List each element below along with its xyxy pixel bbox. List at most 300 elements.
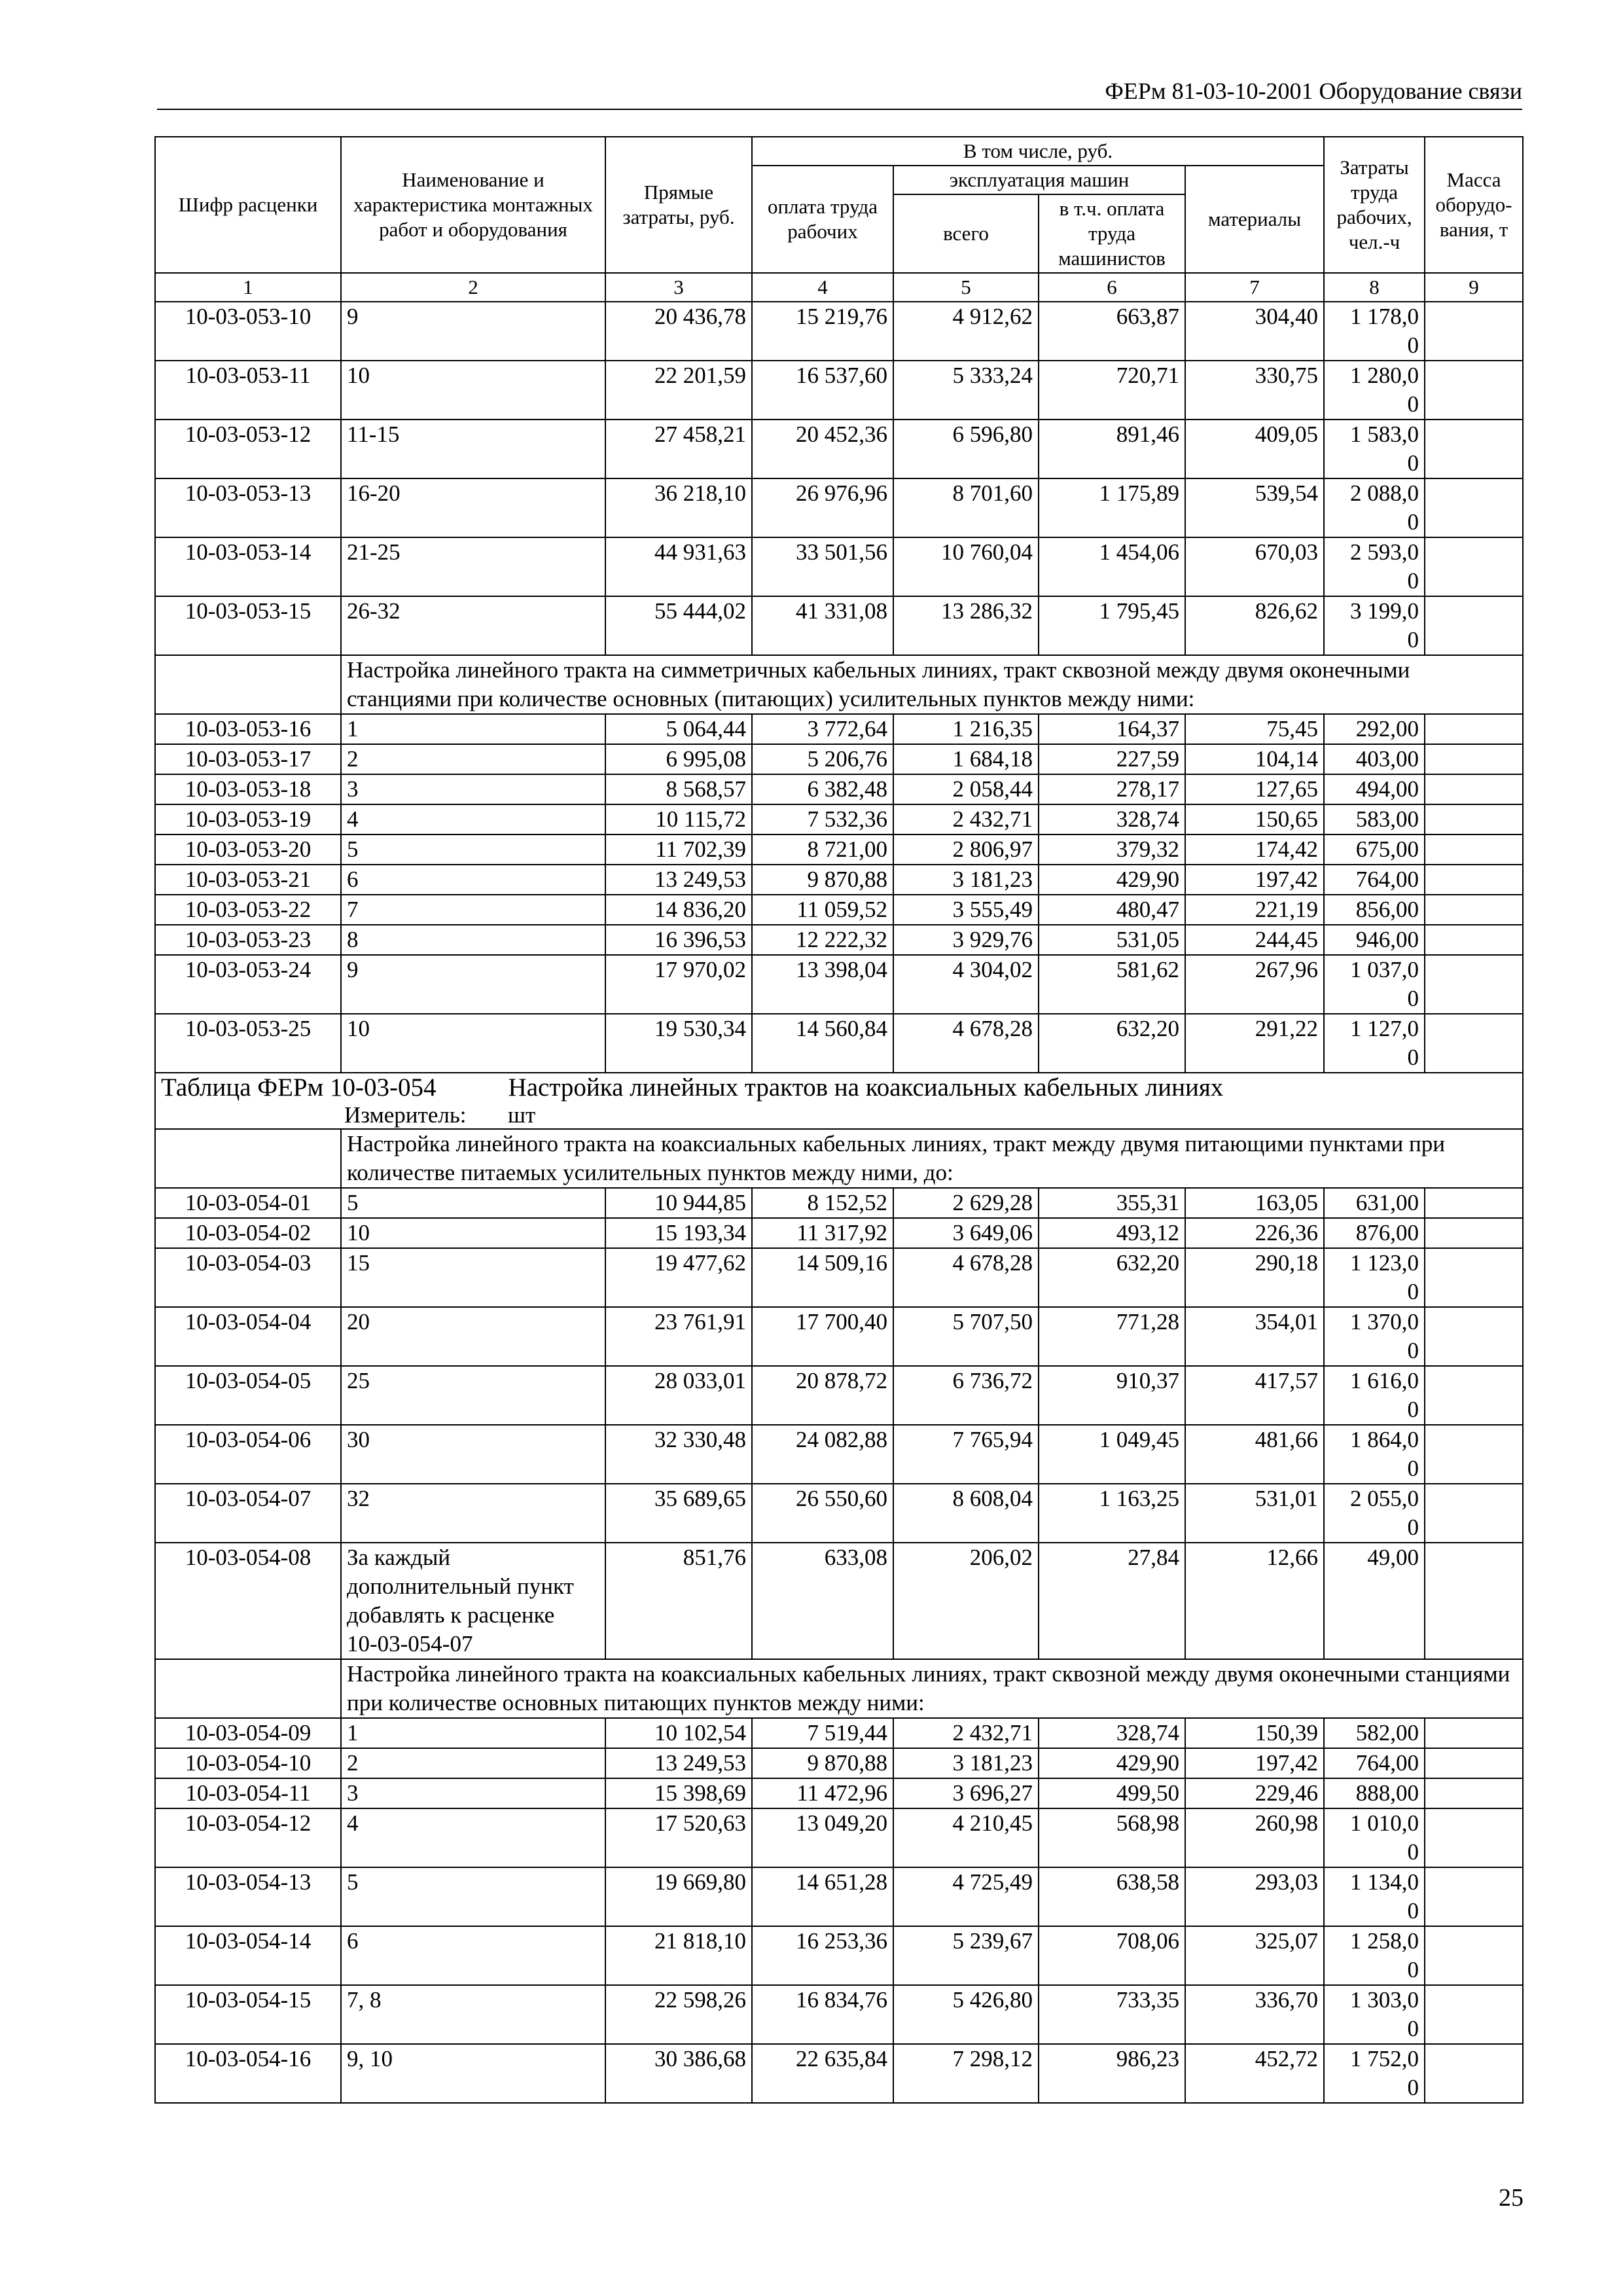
- row-mach-wages: 638,58: [1039, 1867, 1185, 1926]
- row-code: 10-03-053-17: [155, 744, 341, 774]
- labor-value: 764,00: [1355, 1750, 1419, 1776]
- row-mach: 4 210,45: [893, 1808, 1039, 1867]
- row-code: 10-03-053-13: [155, 478, 341, 537]
- table-row: [155, 895, 1523, 925]
- row-name: 25: [341, 1366, 605, 1425]
- row-mach: 3 181,23: [893, 1748, 1039, 1778]
- row-wages: 8 721,00: [752, 834, 893, 865]
- row-labor: [1324, 420, 1425, 478]
- row-mass: [1425, 1778, 1523, 1808]
- labor-value-wrap: 0: [1407, 627, 1419, 653]
- row-labor: [1324, 1425, 1425, 1484]
- row-materials: 244,45: [1185, 925, 1324, 955]
- row-materials: 670,03: [1185, 537, 1324, 596]
- labor-value: 403,00: [1355, 746, 1419, 772]
- col-num: 6: [1039, 273, 1185, 302]
- row-name: 5: [341, 834, 605, 865]
- row-mach-wages: 910,37: [1039, 1366, 1185, 1425]
- table-row: [155, 1218, 1523, 1248]
- row-mach-wages: 278,17: [1039, 774, 1185, 804]
- row-materials: 531,01: [1185, 1484, 1324, 1543]
- row-direct: 5 064,44: [605, 714, 752, 744]
- row-labor: [1324, 1926, 1425, 1985]
- row-mass: [1425, 1926, 1523, 1985]
- row-name: 1: [341, 1718, 605, 1748]
- row-mach-wages: 328,74: [1039, 804, 1185, 834]
- labor-value: 1 280,0: [1350, 363, 1419, 388]
- row-name: 8: [341, 925, 605, 955]
- row-mach: 5 426,80: [893, 1985, 1039, 2044]
- labor-value: 1 010,0: [1350, 1810, 1419, 1836]
- empty-cell: [155, 655, 341, 714]
- row-materials: 304,40: [1185, 302, 1324, 361]
- col-num: 4: [752, 273, 893, 302]
- row-mach: 7 298,12: [893, 2044, 1039, 2103]
- row-materials: 150,65: [1185, 804, 1324, 834]
- row-wages: 26 550,60: [752, 1484, 893, 1543]
- row-labor: [1324, 1014, 1425, 1073]
- row-wages: 15 219,76: [752, 302, 893, 361]
- row-mach: 6 736,72: [893, 1366, 1039, 1425]
- row-mach-wages: 632,20: [1039, 1014, 1185, 1073]
- row-materials: 481,66: [1185, 1425, 1324, 1484]
- row-wages: 17 700,40: [752, 1307, 893, 1366]
- row-wages: 26 976,96: [752, 478, 893, 537]
- row-wages: 9 870,88: [752, 865, 893, 895]
- row-direct: 6 995,08: [605, 744, 752, 774]
- row-name: 10: [341, 361, 605, 420]
- table-row: [155, 744, 1523, 774]
- row-mass: [1425, 1248, 1523, 1307]
- row-mass: [1425, 1808, 1523, 1867]
- labor-value: 292,00: [1355, 716, 1419, 742]
- section-note: Настройка линейного тракта на симметричных кабельных линиях, тракт сквозной между двумя оконечными станциями при количестве основных (питающих) усилительных пунктов между ними:: [341, 655, 1523, 714]
- row-direct: 28 033,01: [605, 1366, 752, 1425]
- row-code: 10-03-054-02: [155, 1218, 341, 1248]
- row-mass: [1425, 1188, 1523, 1218]
- row-labor: [1324, 1718, 1425, 1748]
- row-materials: 417,57: [1185, 1366, 1324, 1425]
- row-mach-wages: 328,74: [1039, 1718, 1185, 1748]
- labor-value: 2 593,0: [1350, 539, 1419, 565]
- labor-value-wrap: 0: [1407, 1338, 1419, 1363]
- row-mach: 10 760,04: [893, 537, 1039, 596]
- row-direct: 22 598,26: [605, 1985, 752, 2044]
- row-mach-wages: 27,84: [1039, 1543, 1185, 1659]
- row-code: 10-03-053-24: [155, 955, 341, 1014]
- row-name: 26-32: [341, 596, 605, 655]
- row-name: 9, 10: [341, 2044, 605, 2103]
- row-code: 10-03-053-23: [155, 925, 341, 955]
- row-direct: 55 444,02: [605, 596, 752, 655]
- row-wages: 12 222,32: [752, 925, 893, 955]
- row-wages: 13 398,04: [752, 955, 893, 1014]
- labor-value-wrap: 0: [1407, 332, 1419, 358]
- row-wages: 633,08: [752, 1543, 893, 1659]
- col-num: 8: [1324, 273, 1425, 302]
- col-num: 3: [605, 273, 752, 302]
- row-name: 4: [341, 804, 605, 834]
- row-mass: [1425, 537, 1523, 596]
- row-name-line: 10-03-054-07: [347, 1631, 473, 1657]
- row-wages: 7 519,44: [752, 1718, 893, 1748]
- table-row: [155, 2044, 1523, 2103]
- row-name: 5: [341, 1867, 605, 1926]
- row-labor: [1324, 1307, 1425, 1366]
- labor-value: 1 123,0: [1350, 1250, 1419, 1276]
- row-labor: [1324, 1248, 1425, 1307]
- row-mach: 2 629,28: [893, 1188, 1039, 1218]
- table-row: [155, 1926, 1523, 1985]
- row-mach-wages: 986,23: [1039, 2044, 1185, 2103]
- row-direct: 16 396,53: [605, 925, 752, 955]
- row-direct: 36 218,10: [605, 478, 752, 537]
- row-wages: 11 059,52: [752, 895, 893, 925]
- labor-value: 1 127,0: [1350, 1016, 1419, 1041]
- row-mass: [1425, 596, 1523, 655]
- col-labor: Затраты труда рабочих, чел.-ч: [1324, 137, 1425, 273]
- row-code: 10-03-054-11: [155, 1778, 341, 1808]
- labor-value-wrap: 0: [1407, 1957, 1419, 1982]
- col-num: 2: [341, 273, 605, 302]
- row-code: 10-03-054-12: [155, 1808, 341, 1867]
- row-mass: [1425, 1543, 1523, 1659]
- row-labor: [1324, 537, 1425, 596]
- row-mach: 2 058,44: [893, 774, 1039, 804]
- row-mass: [1425, 925, 1523, 955]
- row-code: 10-03-053-18: [155, 774, 341, 804]
- row-labor: [1324, 1188, 1425, 1218]
- row-direct: 10 115,72: [605, 804, 752, 834]
- row-direct: 13 249,53: [605, 1748, 752, 1778]
- row-labor: [1324, 2044, 1425, 2103]
- row-wages: 9 870,88: [752, 1748, 893, 1778]
- row-name: 1: [341, 714, 605, 744]
- table-row: [155, 714, 1523, 744]
- row-mass: [1425, 1748, 1523, 1778]
- table-row: [155, 420, 1523, 478]
- measure-line: [161, 1102, 1517, 1128]
- row-name: 5: [341, 1188, 605, 1218]
- table-row: [155, 925, 1523, 955]
- row-wages: 13 049,20: [752, 1808, 893, 1867]
- row-code: 10-03-054-15: [155, 1985, 341, 2044]
- row-direct: 19 477,62: [605, 1248, 752, 1307]
- row-mach-wages: 1 049,45: [1039, 1425, 1185, 1484]
- row-mach-wages: 531,05: [1039, 925, 1185, 955]
- row-labor: [1324, 1985, 1425, 2044]
- table-row: [155, 361, 1523, 420]
- row-mass: [1425, 834, 1523, 865]
- row-materials: 221,19: [1185, 895, 1324, 925]
- row-code: 10-03-054-04: [155, 1307, 341, 1366]
- labor-value: 1 752,0: [1350, 2046, 1419, 2072]
- row-mach: 3 181,23: [893, 865, 1039, 895]
- table-name: Настройка линейных трактов на коаксиальных кабельных линиях: [508, 1073, 1224, 1102]
- table-row: [155, 478, 1523, 537]
- labor-value: 582,00: [1355, 1720, 1419, 1746]
- row-mach-wages: 355,31: [1039, 1188, 1185, 1218]
- measure-label: Измеритель:: [344, 1102, 467, 1128]
- row-labor: [1324, 744, 1425, 774]
- row-direct: 10 102,54: [605, 1718, 752, 1748]
- table-row: [155, 1778, 1523, 1808]
- row-mach: 1 216,35: [893, 714, 1039, 744]
- labor-value: 1 258,0: [1350, 1928, 1419, 1954]
- row-name: 15: [341, 1248, 605, 1307]
- labor-value-wrap: 0: [1407, 1045, 1419, 1070]
- row-mass: [1425, 714, 1523, 744]
- measure-unit: шт: [508, 1102, 536, 1128]
- row-materials: 163,05: [1185, 1188, 1324, 1218]
- row-name: 6: [341, 865, 605, 895]
- row-code: 10-03-053-12: [155, 420, 341, 478]
- row-mach: 4 912,62: [893, 302, 1039, 361]
- col-num: 5: [893, 273, 1039, 302]
- row-direct: 14 836,20: [605, 895, 752, 925]
- table-row: [155, 596, 1523, 655]
- row-materials: 267,96: [1185, 955, 1324, 1014]
- col-mach-wages: в т.ч. оплата труда машинистов: [1039, 194, 1185, 273]
- row-wages: 16 253,36: [752, 1926, 893, 1985]
- row-labor: [1324, 361, 1425, 420]
- row-code: 10-03-054-14: [155, 1926, 341, 1985]
- row-name: 7, 8: [341, 1985, 605, 2044]
- row-direct: 15 398,69: [605, 1778, 752, 1808]
- labor-value: 2 055,0: [1350, 1486, 1419, 1511]
- table-row: [155, 1748, 1523, 1778]
- row-direct: 19 669,80: [605, 1867, 752, 1926]
- labor-value-wrap: 0: [1407, 509, 1419, 535]
- row-code: 10-03-053-19: [155, 804, 341, 834]
- table-row: [155, 1867, 1523, 1926]
- row-mach: 4 678,28: [893, 1014, 1039, 1073]
- row-mach-wages: 429,90: [1039, 865, 1185, 895]
- row-materials: 104,14: [1185, 744, 1324, 774]
- labor-value-wrap: 0: [1407, 986, 1419, 1011]
- row-mass: [1425, 955, 1523, 1014]
- section-note: Настройка линейного тракта на коаксиальных кабельных линиях, тракт сквозной между двумя оконечными станциями при количестве основных питающих пунктов между ними:: [341, 1659, 1523, 1718]
- row-mass: [1425, 1307, 1523, 1366]
- row-mass: [1425, 1014, 1523, 1073]
- table-row: [155, 1484, 1523, 1543]
- section-054-through-rows: [155, 1718, 1523, 2103]
- table-row: [155, 1808, 1523, 1867]
- row-mach-wages: 568,98: [1039, 1808, 1185, 1867]
- row-materials: 197,42: [1185, 865, 1324, 895]
- row-materials: 826,62: [1185, 596, 1324, 655]
- row-materials: 150,39: [1185, 1718, 1324, 1748]
- row-mach: 8 608,04: [893, 1484, 1039, 1543]
- col-code: Шифр расценки: [155, 137, 341, 273]
- row-materials: 330,75: [1185, 361, 1324, 420]
- row-mach-wages: 493,12: [1039, 1218, 1185, 1248]
- labor-value-wrap: 0: [1407, 2016, 1419, 2041]
- row-wages: 11 317,92: [752, 1218, 893, 1248]
- row-code: 10-03-054-10: [155, 1748, 341, 1778]
- row-mach: 206,02: [893, 1543, 1039, 1659]
- row-labor: [1324, 895, 1425, 925]
- row-wages: 20 452,36: [752, 420, 893, 478]
- col-mass: Масса оборудо-вания, т: [1425, 137, 1523, 273]
- row-code: 10-03-053-22: [155, 895, 341, 925]
- row-code: 10-03-054-06: [155, 1425, 341, 1484]
- labor-value-wrap: 0: [1407, 1397, 1419, 1422]
- row-mass: [1425, 1218, 1523, 1248]
- table-row: [155, 955, 1523, 1014]
- row-name: [341, 1543, 605, 1659]
- row-mach: 2 432,71: [893, 804, 1039, 834]
- row-direct: 19 530,34: [605, 1014, 752, 1073]
- col-mach-total: всего: [893, 194, 1039, 273]
- row-materials: 174,42: [1185, 834, 1324, 865]
- row-wages: 24 082,88: [752, 1425, 893, 1484]
- labor-value: 494,00: [1355, 776, 1419, 802]
- row-mach-wages: 771,28: [1039, 1307, 1185, 1366]
- row-direct: 17 970,02: [605, 955, 752, 1014]
- row-mach: 1 684,18: [893, 744, 1039, 774]
- row-direct: 10 944,85: [605, 1188, 752, 1218]
- row-mass: [1425, 895, 1523, 925]
- row-mach: 3 696,27: [893, 1778, 1039, 1808]
- row-name: 10: [341, 1014, 605, 1073]
- row-name-line: добавлять к расценке: [347, 1602, 555, 1628]
- labor-value: 1 583,0: [1350, 422, 1419, 447]
- table-row: [155, 1188, 1523, 1218]
- row-name: 11-15: [341, 420, 605, 478]
- table-row: [155, 1366, 1523, 1425]
- table-header: [155, 137, 1523, 302]
- row-name: 21-25: [341, 537, 605, 596]
- empty-cell: [155, 1659, 341, 1718]
- row-wages: 33 501,56: [752, 537, 893, 596]
- row-materials: 127,65: [1185, 774, 1324, 804]
- labor-value: 2 088,0: [1350, 480, 1419, 506]
- row-code: 10-03-053-21: [155, 865, 341, 895]
- row-mach: 3 649,06: [893, 1218, 1039, 1248]
- col-direct: Прямые затраты, руб.: [605, 137, 752, 273]
- row-wages: 14 509,16: [752, 1248, 893, 1307]
- row-materials: 539,54: [1185, 478, 1324, 537]
- row-name-line: дополнительный пункт: [347, 1573, 574, 1599]
- row-code: 10-03-053-14: [155, 537, 341, 596]
- row-mass: [1425, 1718, 1523, 1748]
- row-mach-wages: 1 795,45: [1039, 596, 1185, 655]
- row-direct: 11 702,39: [605, 834, 752, 865]
- row-direct: 21 818,10: [605, 1926, 752, 1985]
- row-mach: 3 929,76: [893, 925, 1039, 955]
- row-mach: 4 725,49: [893, 1867, 1039, 1926]
- row-materials: 75,45: [1185, 714, 1324, 744]
- labor-value-wrap: 0: [1407, 2075, 1419, 2100]
- row-wages: 3 772,64: [752, 714, 893, 744]
- row-wages: 8 152,52: [752, 1188, 893, 1218]
- note-053-section: [155, 655, 1523, 714]
- row-direct: 17 520,63: [605, 1808, 752, 1867]
- row-code: 10-03-053-11: [155, 361, 341, 420]
- row-materials: 291,22: [1185, 1014, 1324, 1073]
- row-mach-wages: 632,20: [1039, 1248, 1185, 1307]
- row-054-08-section: [155, 1543, 1523, 1718]
- row-name: 2: [341, 744, 605, 774]
- row-name: 32: [341, 1484, 605, 1543]
- row-direct: 27 458,21: [605, 420, 752, 478]
- row-code: 10-03-054-07: [155, 1484, 341, 1543]
- row-code: 10-03-054-08: [155, 1543, 341, 1659]
- document-title: ФЕРм 81-03-10-2001 Оборудование связи: [1105, 78, 1522, 104]
- row-mass: [1425, 1366, 1523, 1425]
- row-mass: [1425, 744, 1523, 774]
- row-mass: [1425, 420, 1523, 478]
- row-materials: 354,01: [1185, 1307, 1324, 1366]
- section-053-through-rows: [155, 714, 1523, 1073]
- labor-value-wrap: 0: [1407, 568, 1419, 594]
- row-labor: [1324, 478, 1425, 537]
- row-code: 10-03-053-16: [155, 714, 341, 744]
- table-row: [155, 774, 1523, 804]
- row-name: 3: [341, 1778, 605, 1808]
- row-mass: [1425, 1484, 1523, 1543]
- row-mach-wages: 708,06: [1039, 1926, 1185, 1985]
- row-materials: 197,42: [1185, 1748, 1324, 1778]
- labor-value: 856,00: [1355, 897, 1419, 922]
- labor-value: 631,00: [1355, 1190, 1419, 1215]
- row-wages: 6 382,48: [752, 774, 893, 804]
- col-materials: материалы: [1185, 166, 1324, 273]
- col-num: 9: [1425, 273, 1523, 302]
- row-direct: 22 201,59: [605, 361, 752, 420]
- row-wages: 7 532,36: [752, 804, 893, 834]
- row-mach-wages: 499,50: [1039, 1778, 1185, 1808]
- row-wages: 16 537,60: [752, 361, 893, 420]
- row-materials: 226,36: [1185, 1218, 1324, 1248]
- rates-table: [154, 136, 1524, 2104]
- row-name: 10: [341, 1218, 605, 1248]
- labor-value-wrap: 0: [1407, 1456, 1419, 1481]
- row-mach: 4 304,02: [893, 955, 1039, 1014]
- row-name: 30: [341, 1425, 605, 1484]
- row-direct: 13 249,53: [605, 865, 752, 895]
- row-mass: [1425, 1867, 1523, 1926]
- row-labor: [1324, 1748, 1425, 1778]
- col-name: Наименование и характеристика монтажных работ и оборудования: [341, 137, 605, 273]
- page-number: 25: [1499, 2184, 1524, 2212]
- row-name: 9: [341, 955, 605, 1014]
- row-materials: 325,07: [1185, 1926, 1324, 1985]
- row-mach-wages: 733,35: [1039, 1985, 1185, 2044]
- row-wages: 22 635,84: [752, 2044, 893, 2103]
- labor-value: 675,00: [1355, 836, 1419, 862]
- row-labor: [1324, 804, 1425, 834]
- row-mach: 5 333,24: [893, 361, 1039, 420]
- row-mach-wages: 227,59: [1039, 744, 1185, 774]
- row-labor: [1324, 714, 1425, 744]
- row-code: 10-03-054-16: [155, 2044, 341, 2103]
- row-mach-wages: 1 175,89: [1039, 478, 1185, 537]
- row-mach-wages: 663,87: [1039, 302, 1185, 361]
- row-labor: [1324, 1808, 1425, 1867]
- section-note: Настройка линейного тракта на коаксиальных кабельных линиях, тракт между двумя питающими пунктами при количестве питаемых усилительных пунктов между ними, до:: [341, 1129, 1523, 1188]
- row-mach-wages: 1 454,06: [1039, 537, 1185, 596]
- row-code: 10-03-054-09: [155, 1718, 341, 1748]
- row-labor: 49,00: [1324, 1543, 1425, 1659]
- row-materials: 409,05: [1185, 420, 1324, 478]
- labor-value: 3 199,0: [1350, 598, 1419, 624]
- row-mach: 13 286,32: [893, 596, 1039, 655]
- row-direct: 20 436,78: [605, 302, 752, 361]
- row-name-line: За каждый: [347, 1545, 451, 1570]
- row-mach-wages: 581,62: [1039, 955, 1185, 1014]
